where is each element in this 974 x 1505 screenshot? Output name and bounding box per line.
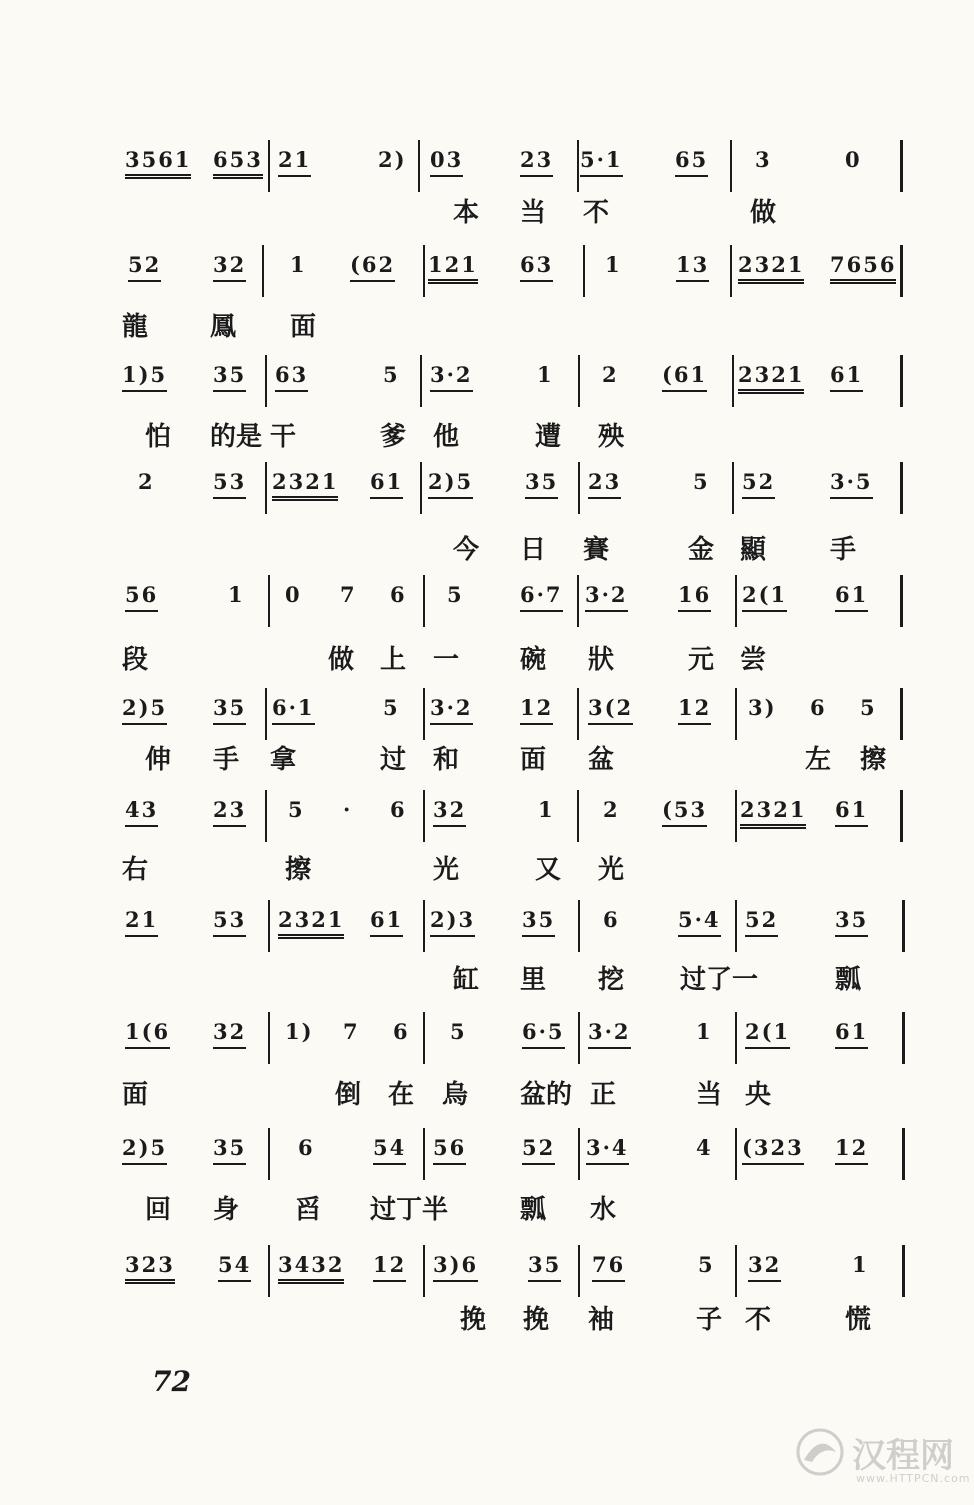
lyric-syllable: 干 bbox=[270, 422, 297, 452]
notation-line bbox=[0, 688, 974, 748]
watermark-text: 汉程网 bbox=[852, 1436, 954, 1476]
lyric-syllable: 金 bbox=[688, 535, 715, 565]
barline bbox=[268, 1128, 270, 1180]
watermark-logo-icon bbox=[790, 1422, 850, 1482]
lyric-syllable: 做 bbox=[750, 198, 777, 228]
note-group: 121 bbox=[428, 253, 478, 284]
note-group: 0 bbox=[285, 582, 302, 607]
lyric-syllable: 左 bbox=[805, 745, 832, 775]
note-group: 21 bbox=[125, 908, 158, 937]
lyric-syllable: 挖 bbox=[598, 965, 625, 995]
note-group: (323 bbox=[742, 1136, 804, 1165]
note-group: 2 bbox=[138, 469, 155, 494]
note-group: (62 bbox=[350, 253, 395, 282]
lyrics-line bbox=[0, 198, 974, 238]
note-group: 63 bbox=[520, 253, 553, 282]
note-group: 65 bbox=[675, 148, 708, 177]
note-group: 63 bbox=[275, 363, 308, 392]
lyric-syllable: 又 bbox=[535, 855, 562, 885]
note-group: 61 bbox=[830, 363, 863, 392]
lyric-syllable: 伸 bbox=[145, 745, 172, 775]
note-group: 3·2 bbox=[430, 696, 473, 725]
note-group: 3·4 bbox=[586, 1136, 629, 1165]
note-group: 76 bbox=[592, 1253, 625, 1282]
lyric-syllable: 日 bbox=[520, 535, 547, 565]
note-group: 32 bbox=[748, 1253, 781, 1282]
notation-line bbox=[0, 1128, 974, 1188]
note-group: 2)5 bbox=[428, 470, 473, 499]
barline bbox=[735, 1245, 737, 1297]
note-group: 12 bbox=[835, 1136, 868, 1165]
barline bbox=[423, 1245, 425, 1297]
note-group: 1 bbox=[228, 582, 245, 607]
note-group: 23 bbox=[520, 148, 553, 177]
barline bbox=[578, 900, 580, 952]
note-group: (53 bbox=[662, 798, 707, 827]
lyric-syllable: 尝 bbox=[740, 645, 767, 675]
barline bbox=[578, 355, 580, 407]
lyric-syllable: 手 bbox=[830, 535, 857, 565]
note-group: 35 bbox=[213, 696, 246, 725]
lyric-syllable: 賽 bbox=[583, 535, 610, 565]
notation-line bbox=[0, 462, 974, 522]
barline bbox=[423, 1012, 425, 1064]
lyric-syllable: 过 bbox=[380, 745, 407, 775]
note-group: 7656 bbox=[830, 253, 896, 284]
barline bbox=[900, 575, 903, 627]
note-group: 2(1 bbox=[742, 583, 787, 612]
lyric-syllable: 遭 bbox=[535, 422, 562, 452]
note-group: 1 bbox=[696, 1019, 713, 1044]
note-group: 0 bbox=[845, 147, 862, 172]
barline bbox=[578, 1245, 580, 1297]
note-group: 6 bbox=[390, 797, 407, 822]
barline bbox=[735, 1012, 737, 1064]
watermark bbox=[790, 1420, 971, 1490]
note-group: 03 bbox=[430, 148, 463, 177]
lyric-syllable: 一 bbox=[433, 645, 460, 675]
note-group: · bbox=[343, 797, 353, 822]
note-group: 3 bbox=[755, 147, 772, 172]
lyrics-line bbox=[0, 1305, 974, 1345]
barline bbox=[265, 355, 267, 407]
note-group: 1) bbox=[285, 1019, 314, 1044]
note-group: 6 bbox=[393, 1019, 410, 1044]
note-group: 6 bbox=[603, 907, 620, 932]
lyric-syllable: 顯 bbox=[740, 535, 767, 565]
lyric-syllable: 水 bbox=[590, 1195, 617, 1225]
page-number: 72 bbox=[152, 1365, 191, 1398]
lyric-syllable: 子 bbox=[696, 1305, 723, 1335]
lyrics-line bbox=[0, 745, 974, 785]
barline bbox=[423, 575, 425, 627]
barline bbox=[265, 688, 267, 740]
note-group: 32 bbox=[433, 798, 466, 827]
note-group: 12 bbox=[373, 1253, 406, 1282]
note-group: 52 bbox=[742, 470, 775, 499]
barline bbox=[268, 1012, 270, 1064]
note-group: 2 bbox=[602, 362, 619, 387]
note-group: 3·2 bbox=[588, 1020, 631, 1049]
lyric-syllable: 正 bbox=[590, 1080, 617, 1110]
barline bbox=[730, 245, 732, 297]
barline bbox=[732, 355, 734, 407]
barline bbox=[268, 1245, 270, 1297]
lyrics-line bbox=[0, 1080, 974, 1120]
lyric-syllable: 光 bbox=[433, 855, 460, 885]
note-group: 61 bbox=[835, 583, 868, 612]
lyric-syllable: 龍 bbox=[122, 312, 149, 342]
note-group: 1 bbox=[605, 252, 622, 277]
notation-line bbox=[0, 1245, 974, 1305]
barline bbox=[423, 900, 425, 952]
note-group: 35 bbox=[522, 908, 555, 937]
lyrics-line bbox=[0, 312, 974, 352]
note-group: 13 bbox=[676, 253, 709, 282]
lyric-syllable: 在 bbox=[388, 1080, 415, 1110]
barline bbox=[735, 1128, 737, 1180]
note-group: 2) bbox=[378, 147, 407, 172]
lyric-syllable: 爹 bbox=[380, 422, 407, 452]
barline bbox=[268, 900, 270, 952]
barline bbox=[578, 1128, 580, 1180]
lyric-syllable: 上 bbox=[380, 645, 407, 675]
note-group: 35 bbox=[213, 1136, 246, 1165]
note-group: 323 bbox=[125, 1253, 175, 1284]
lyric-syllable: 瓢 bbox=[835, 965, 862, 995]
note-group: 12 bbox=[678, 696, 711, 725]
barline bbox=[902, 900, 905, 952]
barline bbox=[900, 140, 903, 192]
note-group: 43 bbox=[125, 798, 158, 827]
note-group: 3·2 bbox=[430, 363, 473, 392]
note-group: 2321 bbox=[738, 363, 804, 394]
note-group: 3432 bbox=[278, 1253, 344, 1284]
barline bbox=[583, 245, 585, 297]
barline bbox=[420, 355, 422, 407]
note-group: 35 bbox=[525, 470, 558, 499]
lyric-syllable: 和 bbox=[433, 745, 460, 775]
lyric-syllable: 不 bbox=[583, 198, 610, 228]
lyric-syllable: 段 bbox=[122, 645, 149, 675]
note-group: 2 bbox=[603, 797, 620, 822]
lyric-syllable: 手 bbox=[213, 745, 240, 775]
note-group: 5·4 bbox=[678, 908, 721, 937]
barline bbox=[732, 462, 734, 514]
lyric-syllable: 面 bbox=[122, 1080, 149, 1110]
note-group: 35 bbox=[528, 1253, 561, 1282]
barline bbox=[265, 790, 267, 842]
barline bbox=[423, 1128, 425, 1180]
barline bbox=[902, 1245, 905, 1297]
lyric-syllable: 碗 bbox=[520, 645, 547, 675]
note-group: 53 bbox=[213, 470, 246, 499]
note-group: 2)5 bbox=[122, 1136, 167, 1165]
barline bbox=[578, 462, 580, 514]
note-group: 54 bbox=[373, 1136, 406, 1165]
note-group: 52 bbox=[128, 253, 161, 282]
note-group: 2)3 bbox=[430, 908, 475, 937]
note-group: 6·7 bbox=[520, 583, 563, 612]
lyric-syllable: 袖 bbox=[588, 1305, 615, 1335]
barline bbox=[268, 140, 270, 192]
barline bbox=[268, 575, 270, 627]
lyric-syllable: 狀 bbox=[588, 645, 615, 675]
note-group: 61 bbox=[835, 798, 868, 827]
notation-line bbox=[0, 355, 974, 415]
barline bbox=[735, 900, 737, 952]
note-group: 35 bbox=[213, 363, 246, 392]
lyrics-line bbox=[0, 422, 974, 462]
note-group: 5 bbox=[450, 1019, 467, 1044]
note-group: 5 bbox=[383, 695, 400, 720]
note-group: (61 bbox=[662, 363, 707, 392]
lyric-syllable: 本 bbox=[453, 198, 480, 228]
note-group: 21 bbox=[278, 148, 311, 177]
note-group: 5 bbox=[693, 469, 710, 494]
note-group: 52 bbox=[522, 1136, 555, 1165]
lyric-syllable: 右 bbox=[122, 855, 149, 885]
barline bbox=[735, 790, 737, 842]
note-group: 5 bbox=[698, 1252, 715, 1277]
lyric-syllable: 挽 bbox=[523, 1305, 550, 1335]
lyric-syllable: 央 bbox=[745, 1080, 772, 1110]
notation-line bbox=[0, 900, 974, 960]
note-group: 5 bbox=[288, 797, 305, 822]
note-group: 3·2 bbox=[585, 583, 628, 612]
lyric-syllable: 殃 bbox=[598, 422, 625, 452]
barline bbox=[578, 1012, 580, 1064]
lyric-syllable: 今 bbox=[453, 535, 480, 565]
note-group: 5 bbox=[447, 582, 464, 607]
note-group: 1 bbox=[852, 1252, 869, 1277]
lyric-syllable: 过丁半 bbox=[370, 1195, 449, 1225]
notation-line bbox=[0, 790, 974, 850]
lyric-syllable: 光 bbox=[598, 855, 625, 885]
barline bbox=[900, 245, 903, 297]
lyric-syllable: 元 bbox=[688, 645, 715, 675]
lyric-syllable: 里 bbox=[520, 965, 547, 995]
barline bbox=[577, 688, 579, 740]
note-group: 6 bbox=[390, 582, 407, 607]
barline bbox=[902, 1012, 905, 1064]
note-group: 2321 bbox=[740, 798, 806, 829]
note-group: 2321 bbox=[738, 253, 804, 284]
note-group: 653 bbox=[213, 148, 263, 179]
lyrics-line bbox=[0, 855, 974, 895]
lyric-syllable: 擦 bbox=[860, 745, 887, 775]
notation-line bbox=[0, 245, 974, 305]
barline bbox=[900, 355, 903, 407]
note-group: 54 bbox=[218, 1253, 251, 1282]
lyric-syllable: 烏 bbox=[442, 1080, 469, 1110]
lyric-syllable: 缸 bbox=[453, 965, 480, 995]
note-group: 3·5 bbox=[830, 470, 873, 499]
note-group: 3(2 bbox=[588, 696, 633, 725]
barline bbox=[577, 790, 579, 842]
lyrics-line bbox=[0, 1195, 974, 1235]
barline bbox=[735, 575, 737, 627]
note-group: 2321 bbox=[272, 470, 338, 501]
barline bbox=[423, 688, 425, 740]
lyric-syllable: 盆 bbox=[588, 745, 615, 775]
note-group: 32 bbox=[213, 253, 246, 282]
barline bbox=[735, 688, 737, 740]
note-group: 61 bbox=[370, 470, 403, 499]
barline bbox=[418, 140, 420, 192]
barline bbox=[577, 140, 579, 192]
lyric-syllable: 身 bbox=[213, 1195, 240, 1225]
lyric-syllable: 当 bbox=[520, 198, 547, 228]
lyric-syllable: 瓢 bbox=[520, 1195, 547, 1225]
note-group: 1)5 bbox=[122, 363, 167, 392]
lyric-syllable: 擦 bbox=[285, 855, 312, 885]
note-group: 5 bbox=[860, 695, 877, 720]
note-group: 6 bbox=[298, 1135, 315, 1160]
note-group: 32 bbox=[213, 1020, 246, 1049]
lyric-syllable: 面 bbox=[520, 745, 547, 775]
note-group: 16 bbox=[678, 583, 711, 612]
lyric-syllable: 怕 bbox=[145, 422, 172, 452]
note-group: 1 bbox=[290, 252, 307, 277]
note-group: 6·5 bbox=[522, 1020, 565, 1049]
note-group: 52 bbox=[745, 908, 778, 937]
lyric-syllable: 盆的 bbox=[520, 1080, 573, 1110]
lyric-syllable: 慌 bbox=[845, 1305, 872, 1335]
note-group: 12 bbox=[520, 696, 553, 725]
lyric-syllable: 面 bbox=[290, 312, 317, 342]
note-group: 61 bbox=[835, 1020, 868, 1049]
barline bbox=[900, 688, 903, 740]
note-group: 6·1 bbox=[272, 696, 315, 725]
lyric-syllable: 回 bbox=[145, 1195, 172, 1225]
notation-line bbox=[0, 140, 974, 200]
notation-line bbox=[0, 1012, 974, 1072]
lyrics-line bbox=[0, 535, 974, 575]
note-group: 53 bbox=[213, 908, 246, 937]
barline bbox=[730, 140, 732, 192]
note-group: 56 bbox=[433, 1136, 466, 1165]
lyric-syllable: 拿 bbox=[270, 745, 297, 775]
lyric-syllable: 舀 bbox=[295, 1195, 322, 1225]
note-group: 5 bbox=[383, 362, 400, 387]
barline bbox=[423, 790, 425, 842]
note-group: 5·1 bbox=[580, 148, 623, 177]
barline bbox=[902, 1128, 905, 1180]
lyrics-line bbox=[0, 645, 974, 685]
note-group: 1 bbox=[538, 797, 555, 822]
barline bbox=[420, 462, 422, 514]
note-group: 2)5 bbox=[122, 696, 167, 725]
note-group: 4 bbox=[696, 1135, 713, 1160]
note-group: 3) bbox=[748, 695, 777, 720]
lyric-syllable: 当 bbox=[696, 1080, 723, 1110]
note-group: 1 bbox=[537, 362, 554, 387]
note-group: 7 bbox=[340, 582, 357, 607]
note-group: 61 bbox=[370, 908, 403, 937]
barline bbox=[577, 575, 579, 627]
lyric-syllable: 做 bbox=[328, 645, 355, 675]
note-group: 23 bbox=[213, 798, 246, 827]
lyric-syllable: 他 bbox=[433, 422, 460, 452]
note-group: 3561 bbox=[125, 148, 191, 179]
barline bbox=[423, 245, 425, 297]
barline bbox=[900, 462, 903, 514]
lyric-syllable: 的是 bbox=[210, 422, 263, 452]
note-group: 35 bbox=[835, 908, 868, 937]
lyric-syllable: 不 bbox=[745, 1305, 772, 1335]
note-group: 2(1 bbox=[745, 1020, 790, 1049]
watermark-url: www.HTTPCN.com bbox=[856, 1472, 971, 1485]
note-group: 6 bbox=[810, 695, 827, 720]
lyrics-line bbox=[0, 965, 974, 1005]
barline bbox=[265, 462, 267, 514]
barline bbox=[262, 245, 264, 297]
note-group: 1(6 bbox=[125, 1020, 170, 1049]
barline bbox=[900, 790, 903, 842]
lyric-syllable: 挽 bbox=[460, 1305, 487, 1335]
note-group: 23 bbox=[588, 470, 621, 499]
lyric-syllable: 鳳 bbox=[210, 312, 237, 342]
note-group: 7 bbox=[343, 1019, 360, 1044]
notation-line bbox=[0, 575, 974, 635]
note-group: 56 bbox=[125, 583, 158, 612]
note-group: 3)6 bbox=[433, 1253, 478, 1282]
lyric-syllable: 倒 bbox=[335, 1080, 362, 1110]
lyric-syllable: 过了一 bbox=[680, 965, 759, 995]
note-group: 2321 bbox=[278, 908, 344, 939]
